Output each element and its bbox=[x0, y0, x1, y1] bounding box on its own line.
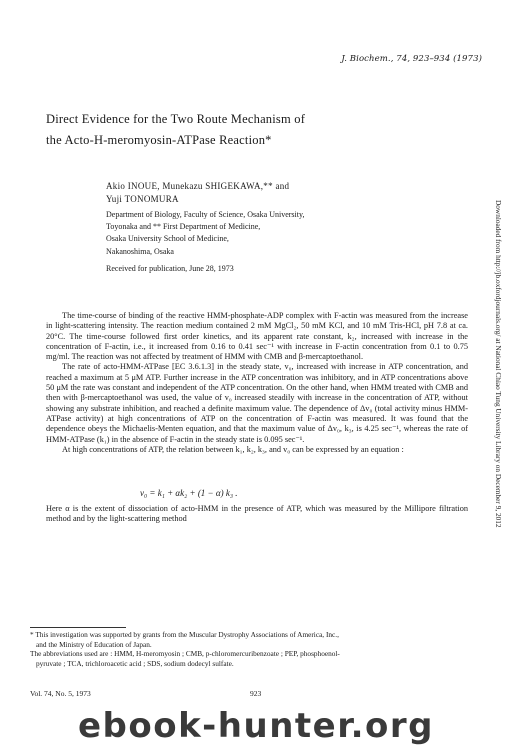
rate-equation: v₀ = k₁ + αk₂ + (1 − α) k₃ . bbox=[140, 488, 238, 498]
abstract-paragraph-1: The time-course of binding of the reactive HMM-phosphate-ADP complex with F-actin was measured from the increase in light-scattering intensity. The reaction medium contained 2 mM MgCl₂, 50 mM KCl, and 10 mM Tris-HCl, pH 7.8 at ca. 20°C. The time-course followed first order kinetics, and its apparent rate constant, k₂, increased with increase in the concentration of F-actin, i.e., it increased from 0.16 to 0.41 sec⁻¹ with increase in F-actin concentration from 0.1 to 0.75 mg/ml. The reaction was not affected by treatment of HMM with CMB and β-mercaptoethanol. bbox=[46, 311, 468, 362]
footnote-line: pyruvate ; TCA, trichloroacetic acid ; SDS, sodium dodecyl sulfate. bbox=[36, 658, 234, 668]
volume-info: Vol. 74, No. 5, 1973 bbox=[30, 689, 91, 698]
abstract-paragraph-3: At high concentrations of ATP, the relation between k₁, k₂, k₃, and v₀ can be expressed by an equation : bbox=[62, 444, 404, 454]
abstract-paragraph-2: The rate of acto-HMM-ATPase [EC 3.6.1.3] in the steady state, v₀, increased with increase in ATP concentration, and reached a maximum at 5 μM ATP. Further increase in the ATP concentration was inhibitory, and in ATP concentrations above 50 μM the rate was constant and independent of the ATP concentration. On the other hand, when HMM treated with CMB and then with β-mercaptoethanol was used, the value of v₀ increased steadily with increase in the concentration of ATP, without showing any substrate inhibition, and reached a definite maximum value. The dependence of Δv₀ (total activity minus HMM-ATPase activity) at high concentrations of ATP on the concentration of F-actin was measured. It was found that the dependence obeys the Michaelis-Menten equation, and that the maximum value of Δv₀, k₃, is 4.25 sec⁻¹, whereas the rate of HMM-ATPase (k₁) in the absence of F-actin in the steady state is 0.095 sec⁻¹. bbox=[46, 362, 468, 444]
affiliation-line: Toyonaka and ** First Department of Medicine, bbox=[106, 222, 261, 232]
affiliation-line: Department of Biology, Faculty of Science, Osaka University, bbox=[106, 210, 305, 219]
abstract-body-continued bbox=[46, 504, 468, 525]
footnote-line: * This investigation was supported by grants from the Muscular Dystrophy Associations of America, Inc., bbox=[30, 630, 339, 639]
page-number: 923 bbox=[250, 689, 262, 698]
article-title-line-1: Direct Evidence for the Two Route Mechanism of bbox=[46, 112, 306, 126]
abstract-paragraph-4: Here α is the extent of dissociation of acto-HMM in the presence of ATP, which was measured by the Millipore filtration method and by the light-scattering method bbox=[46, 504, 468, 524]
download-notice bbox=[493, 200, 505, 600]
footnote-line: The abbreviations used are : HMM, H-meromyosin ; CMB, p-chloromercuribenzoate ; PEP, phosphoenol- bbox=[30, 649, 340, 659]
affiliation-line: Osaka University School of Medicine, bbox=[106, 234, 229, 244]
received-date: Received for publication, June 28, 1973 bbox=[106, 264, 234, 273]
journal-reference: J. Biochem., 74, 923–934 (1973) bbox=[341, 54, 482, 64]
download-notice-text: Downloaded from http://jb.oxfordjournals.org/ at National Chiao Tung University Library on December 9, 2012 bbox=[494, 200, 503, 528]
affiliation-line: Nakanoshima, Osaka bbox=[106, 246, 174, 256]
authors-line-1: Akio INOUE, Munekazu SHIGEKAWA,** and bbox=[106, 181, 290, 191]
footnotes bbox=[30, 630, 460, 668]
authors-line-2: Yuji TONOMURA bbox=[106, 194, 179, 204]
abstract-body bbox=[46, 311, 468, 455]
affiliation-block bbox=[106, 209, 304, 258]
footnote-rule bbox=[30, 627, 126, 628]
watermark: ebook-hunter.org bbox=[77, 706, 435, 746]
article-title-line-2: the Acto-H-meromyosin-ATPase Reaction* bbox=[46, 133, 272, 147]
footnote-line: and the Ministry of Education of Japan. bbox=[36, 639, 152, 649]
